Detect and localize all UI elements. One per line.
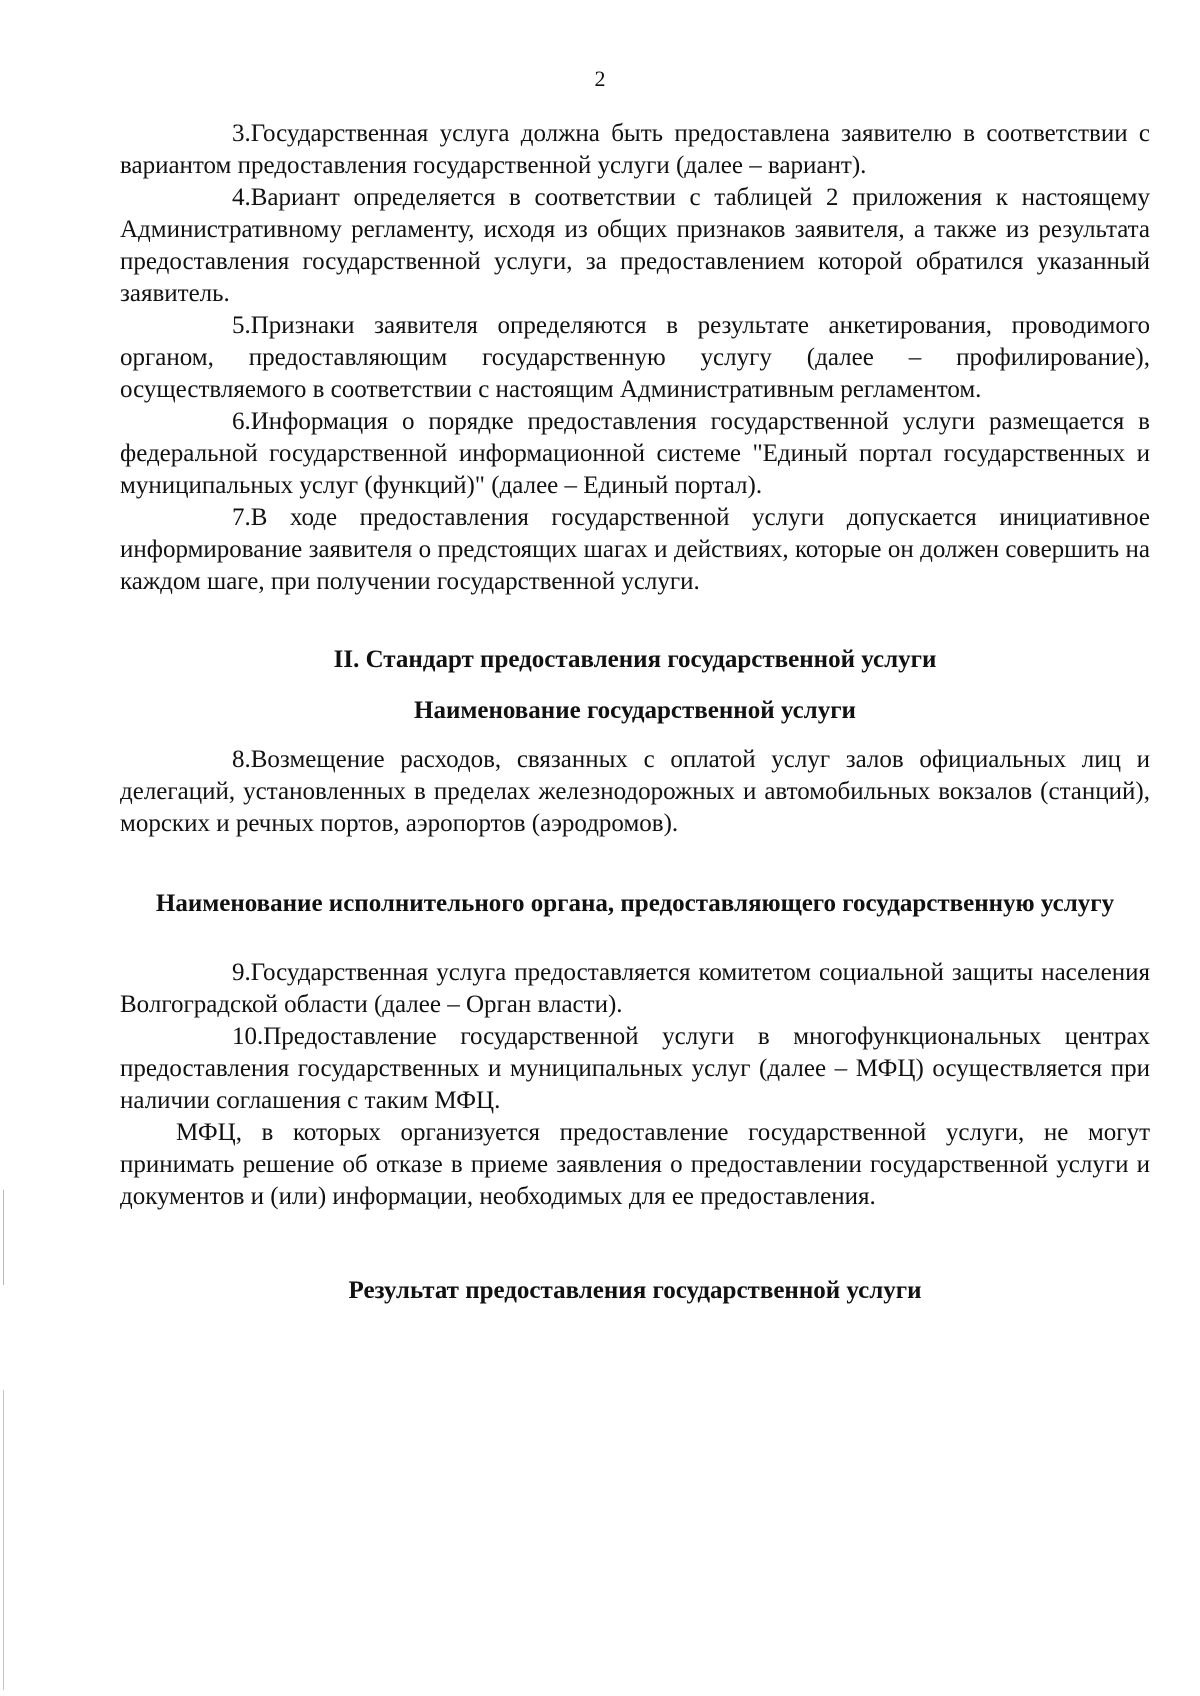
paragraph-7 [120,502,1150,598]
paragraph-text: МФЦ, в которых организуется предоставление государственной услуги, не могут принимать решение об отказе в приеме заявления о предоставлении государственной услуги и документов и (или) информации, необходимых для ее предоставления. [120,1119,1150,1210]
page-number: 2 [594,66,606,91]
paragraph-4 [120,182,1150,310]
paragraph-9 [120,957,1150,1021]
paragraph-5 [120,310,1150,406]
paragraph-text: В ходе предоставления государственной услуги допускается инициативное информирование заявителя о предстоящих шагах и действиях, которые он должен совершить на каждом шаге, при получении государственной услуги. [120,504,1150,595]
paragraph-text: Возмещение расходов, связанных с оплатой услуг залов официальных лиц и делегаций, установленных в пределах железнодорожных и автомобильных вокзалов (станций), морских и речных портов, аэропортов (аэродромов). [120,746,1150,837]
paragraph-text: Признаки заявителя определяются в результате анкетирования, проводимого органом, предоставляющим государственную услугу (далее – профилирование), осуществляемого в соответствии с настоящим Административным регламентом. [120,312,1150,403]
paragraph-number: 5. [232,312,251,339]
paragraph-6 [120,406,1150,502]
subheading-service-result: Результат предоставления государственной услуги [348,1277,922,1304]
scan-artifact-line [3,1190,4,1285]
paragraph-text: Государственная услуга должна быть предоставлена заявителю в соответствии с вариантом предоставления государственной услуги (далее – вариант). [120,120,1150,179]
paragraph-number: 3. [232,120,251,147]
paragraph-number: 8. [232,746,251,773]
paragraph-text: Вариант определяется в соответствии с таблицей 2 приложения к настоящему Административному регламенту, исходя из общих признаков заявителя, а также из результата предоставления государственной услуги, за предоставлением которой обратился указанный заявитель. [120,184,1150,307]
subheading-service-name: Наименование государственной услуги [414,697,856,724]
paragraph-8 [120,744,1150,840]
document-body [120,118,1150,1306]
paragraph-text: Информация о порядке предоставления государственной услуги размещается в федеральной государственной информационной системе "Единый портал государственных и муниципальных услуг (функций)" (далее – Единый портал). [120,408,1150,499]
subheading-executive-body: Наименование исполнительного органа, предоставляющего государственную услугу [155,890,1115,917]
paragraph-text: Предоставление государственной услуги в многофункциональных центрах предоставления государственных и муниципальных услуг (далее – МФЦ) осуществляется при наличии соглашения с таким МФЦ. [120,1023,1150,1114]
section-heading: II. Стандарт предоставления государственной услуги [333,646,937,673]
paragraph-mfc [120,1117,1150,1213]
paragraph-number: 9. [232,959,251,986]
paragraph-text: Государственная услуга предоставляется комитетом социальной защиты населения Волгоградской области (далее – Орган власти). [120,959,1150,1018]
paragraph-10 [120,1021,1150,1117]
scan-artifact-line [3,1390,4,1690]
paragraph-number: 4. [232,184,251,211]
paragraph-3 [120,118,1150,182]
paragraph-number: 7. [232,504,251,531]
paragraph-number: 10. [232,1023,264,1050]
paragraph-number: 6. [232,408,251,435]
